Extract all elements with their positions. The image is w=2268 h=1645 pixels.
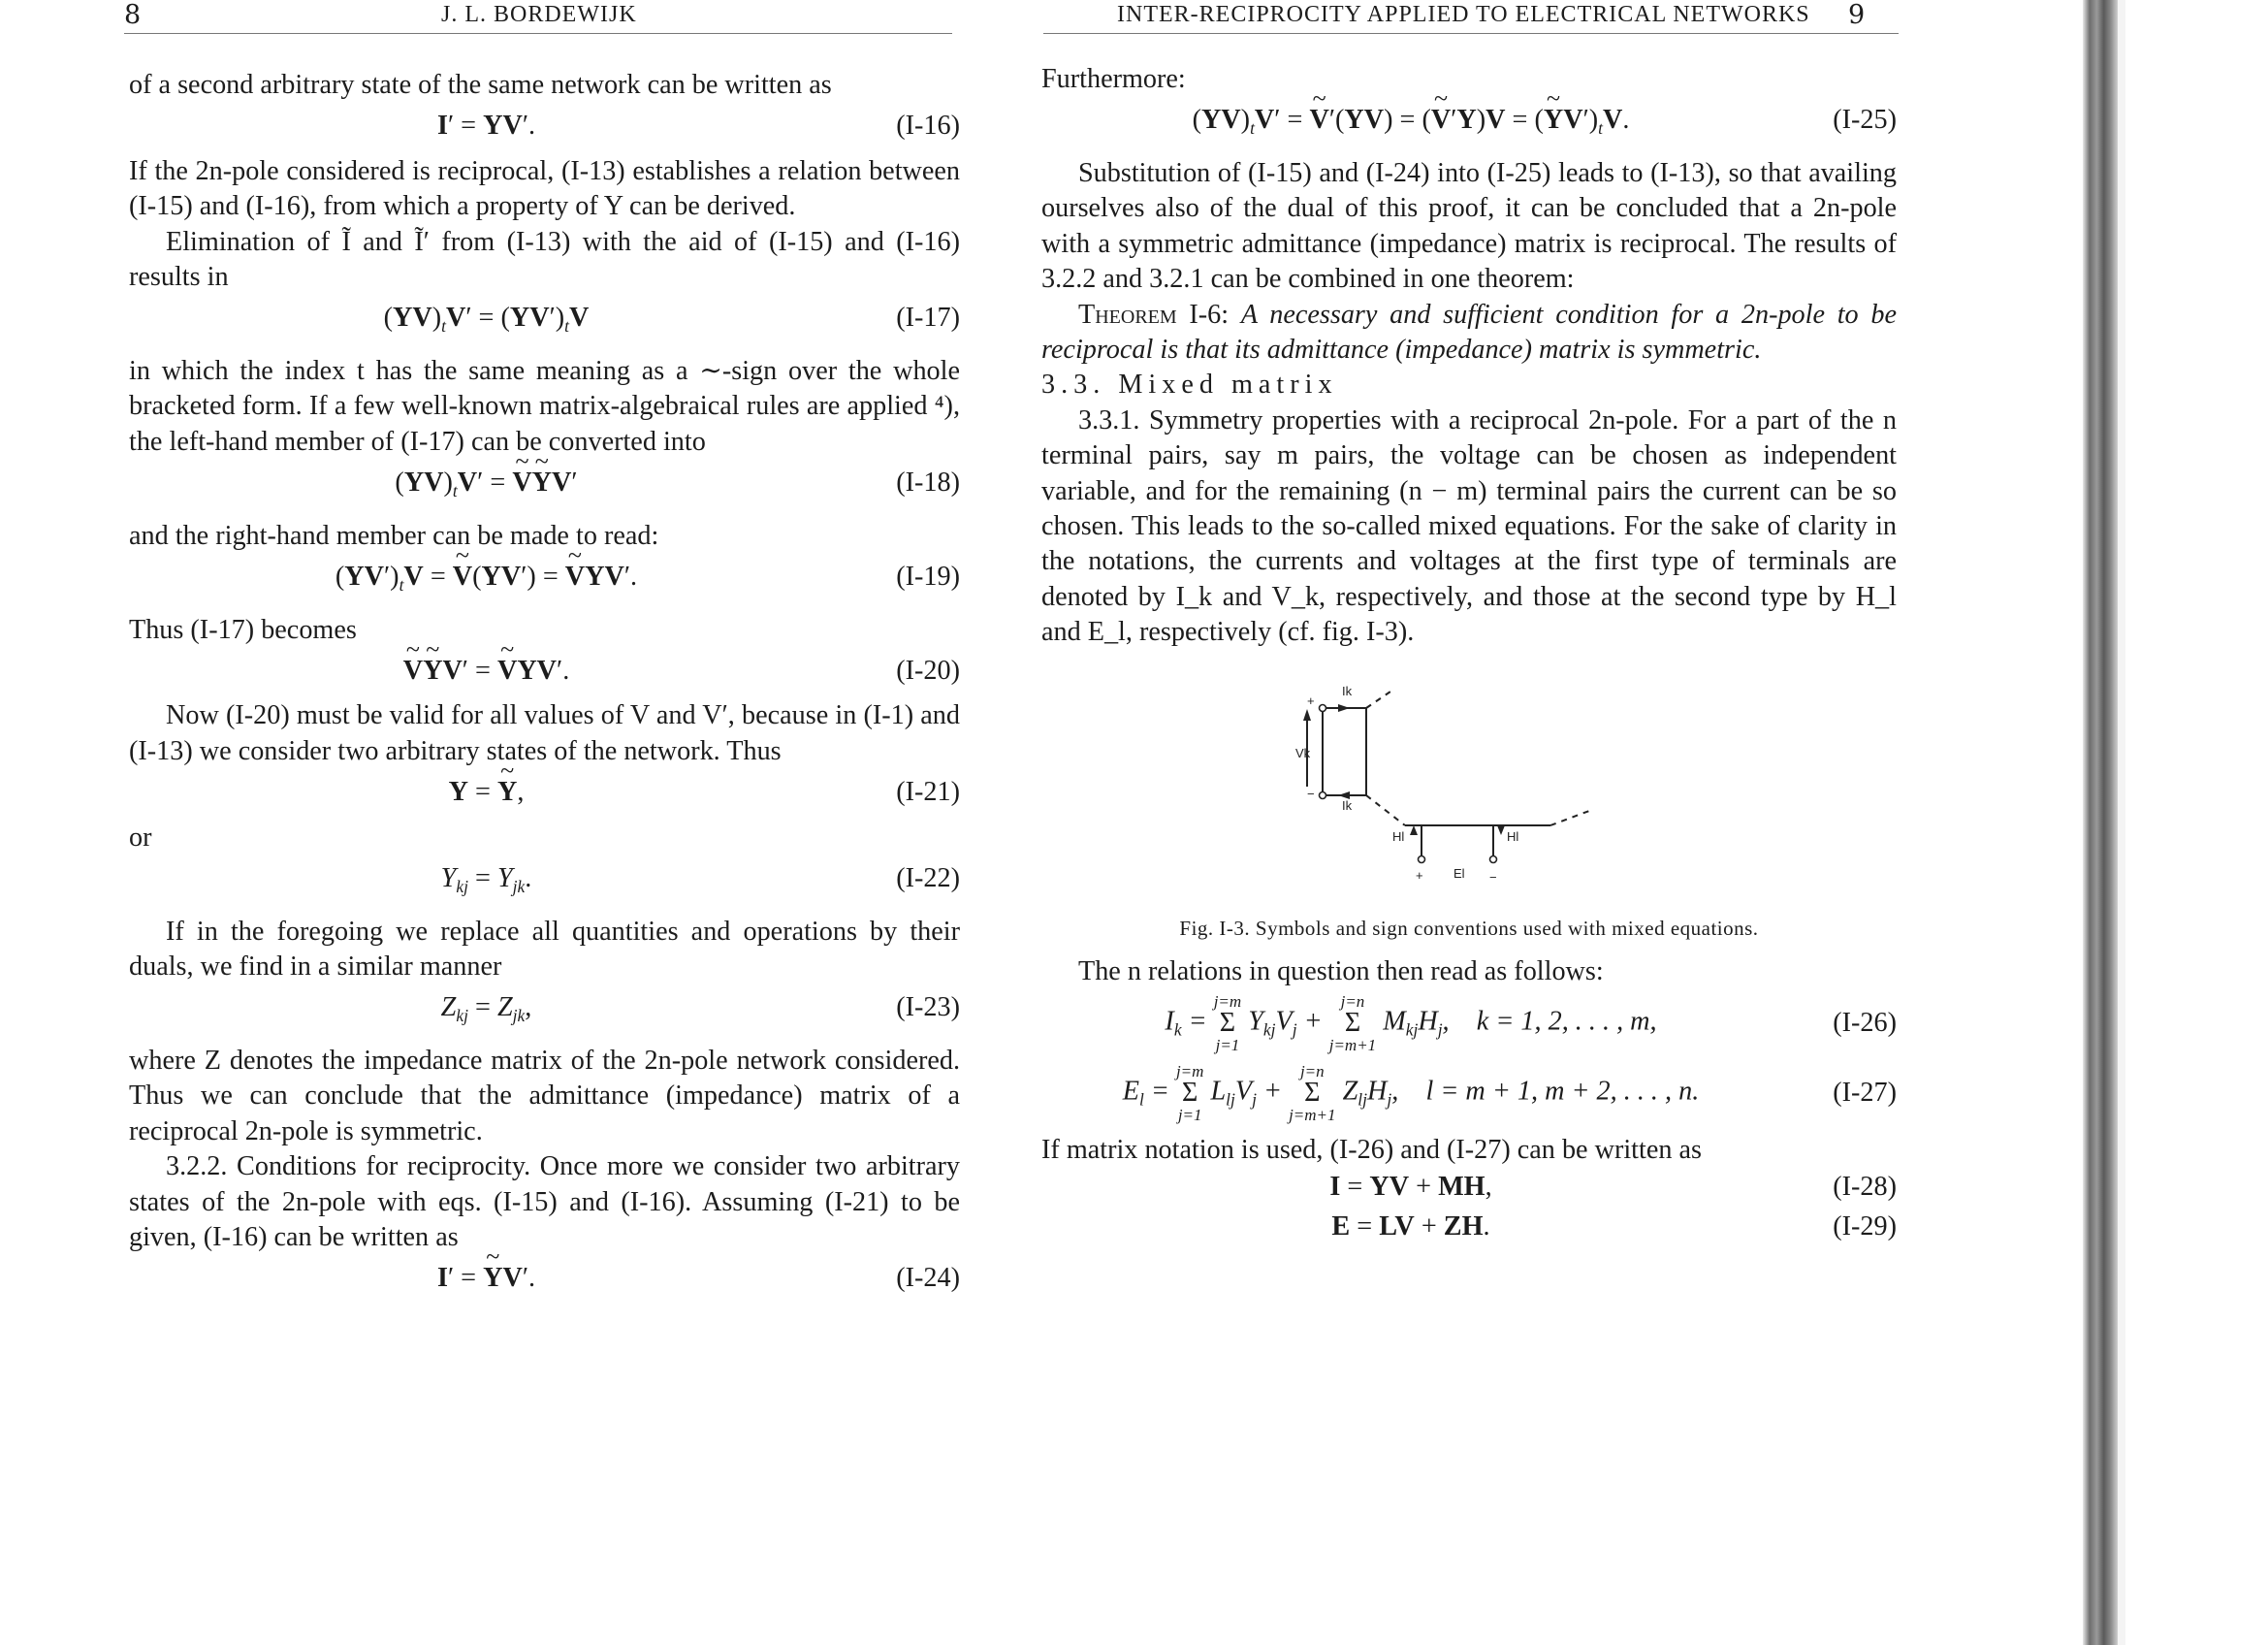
paragraph: If the 2n-pole considered is reciprocal, (I-13) establishes a relation between (I-15) and (I-16), from which a property of Y can be derived. (129, 155, 960, 222)
paragraph: If matrix notation is used, (I-26) and (I-27) can be written as (1041, 1135, 1702, 1166)
equation-I-18: $(YV)_tV'$ = ~ V~ YV′ (I-18) (129, 466, 960, 509)
label-ik-top: Ik (1342, 683, 1353, 698)
terminal-l-plus (1419, 855, 1425, 862)
label-minus-l: − (1489, 869, 1497, 885)
equation-I-26: $I_k$ = j=m Σ j=1 $Y_{kj}V_j$ + j=n Σ j=m+1 $M_{kj}H_j$, k = 1, 2, . . . , m, (I-26) (1165, 992, 1897, 1055)
label-el: El (1453, 865, 1465, 881)
theorem (1041, 298, 1897, 369)
header-rule-left (124, 33, 952, 34)
paragraph: and the right-hand member can be made to read: (129, 520, 659, 551)
paragraph: Substitution of (I-15) and (I-24) into (I-25) leads to (I-13), so that availing ourselves also of the dual of this proof, it can be concluded that a 2n-pole with a symmetric admittance (impedance) matrix is reciprocal. The results of 3.2.2 and 3.2.1 can be combined in one theorem: (1041, 157, 1897, 295)
equation-I-27: $E_l$ = j=m Σ j=1 $L_{lj}V_j$ + j=n Σ j=m+1 $Z_{lj}H_j$, l = m + 1, m + 2, . . . , n. (I-27) (1122, 1062, 1897, 1125)
paragraph: If in the foregoing we replace all quantities and operations by their duals, we find in a similar manner (129, 916, 960, 982)
section-heading: 3.3. Mixed matrix (1041, 370, 1338, 401)
paragraph: The n relations in question then read as follows: (1078, 955, 1604, 986)
equation-I-22: $Y_{kj} = Y_{jk}$. (I-22) (440, 863, 960, 897)
equation-I-21: Y = ~ Y, (I-21) (129, 775, 960, 810)
book-spine-shadow (2083, 0, 2118, 1645)
figure-I-3 (1041, 651, 2166, 947)
label-plus-k: + (1307, 693, 1315, 708)
figure-caption: Fig. I-3. Symbols and sign conventions used with mixed equations. (1179, 916, 1759, 940)
label-plus-l: + (1416, 867, 1423, 883)
label-vk: Vk (1295, 745, 1311, 760)
current-arrow-hl-right (1497, 825, 1505, 835)
right-page (1008, 0, 2133, 1645)
voltage-arrow-vk (1303, 709, 1311, 721)
header-rule-right (1043, 33, 1899, 34)
terminal-k-minus (1320, 791, 1326, 798)
network-boundary (1366, 692, 1390, 708)
equation-I-25: $(YV)_tV'$ = ~ V′(YV) = (~ V′Y)V = (~ $YV')_tV$. (I-25) (1041, 103, 1897, 146)
page-number-left: 8 (124, 0, 142, 30)
paragraph: Furthermore: (1041, 64, 1186, 94)
paragraph: of a second arbitrary state of the same network can be written as (129, 70, 832, 100)
theorem-label: Theorem I-6: (1078, 299, 1230, 330)
equation-I-17: $(YV)_tV' = (YV')_tV$ (I-17) (383, 303, 960, 337)
current-arrow-hl-left (1410, 825, 1418, 835)
paragraph: 3.2.2. Conditions for reciprocity. Once more we consider two arbitrary states of the 2n-pole with eqs. (I-15) and (I-16). Assuming (I-21) to be given, (I-16) can be written as (129, 1151, 960, 1252)
paragraph: where Z denotes the impedance matrix of the 2n-pole network considered. Thus we can conclude that the admittance (impedance) matrix of a reciprocal 2n-pole is symmetric. (129, 1045, 960, 1146)
left-page (0, 0, 1008, 1645)
circuit-diagram (1041, 651, 1897, 947)
equation-I-29: E = LV + ZH. (I-29) (1331, 1210, 1897, 1242)
label-hl-right: Hl (1507, 828, 1519, 844)
equation-I-20: ~ V~ YV′ = ~ VYV′. (I-20) (129, 654, 960, 689)
running-head-left: J. L. BORDEWIJK (441, 2, 637, 27)
label-hl-left: Hl (1392, 828, 1405, 844)
theorem-text: A necessary and sufficient condition for a 2n-pole to be reciprocal is that its admittance (impedance) matrix is symmetric. (1041, 299, 1897, 365)
current-arrow-ik-top (1338, 704, 1350, 712)
label-ik-bottom: Ik (1342, 797, 1353, 813)
paragraph: Elimination of Ĩ and Ĩ′ from (I-13) with the aid of (I-15) and (I-16) results in (129, 226, 960, 293)
running-head-right: INTER-RECIPROCITY APPLIED TO ELECTRICAL NETWORKS (1117, 2, 1810, 27)
terminal-k-plus (1320, 704, 1326, 711)
label-minus-k: − (1307, 786, 1315, 801)
paragraph: 3.3.1. Symmetry properties with a reciprocal 2n-pole. For a part of the n terminal pairs, say m pairs, the voltage can be chosen as independent variable, and for the remaining (n − m) terminal pairs the current can be so chosen. This leads to the so-called mixed equations. For the sake of clarity in the notations, the currents and voltages at the first type of terminals are denoted by I_k and V_k, respectively, and those at the second type by H_l and E_l, respectively (cf. fig. I-3). (1041, 404, 1897, 648)
page-number-right: 9 (1848, 0, 1866, 30)
book-page-edge (2118, 0, 2125, 1645)
paragraph: Thus (I-17) becomes (129, 614, 357, 645)
left-column (129, 68, 960, 1306)
terminal-l-minus (1490, 855, 1497, 862)
equation-I-28: I = YV + MH, (I-28) (1329, 1172, 1897, 1203)
equation-I-24: I′ = ~ YV′. (I-24) (129, 1261, 960, 1296)
paragraph: or (129, 822, 152, 853)
paragraph: in which the index t has the same meaning as a ∼-sign over the whole bracketed form. If a few well-known matrix-algebraical rules are applied ⁴), the left-hand member of (I-17) can be converted into (129, 355, 960, 457)
equation-I-23: $Z_{kj} = Z_{jk}$, (I-23) (440, 992, 960, 1026)
paragraph: Now (I-20) must be valid for all values of V and V′, because in (I-1) and (I-13) we consider two arbitrary states of the network. Thus (129, 700, 960, 766)
equation-I-16: I′ = YV′. (I-16) (436, 111, 960, 142)
equation-I-19: $(YV')_tV$ = ~ V(YV′) = ~ VYV′. (I-19) (129, 560, 960, 603)
right-column (1041, 62, 1897, 1248)
